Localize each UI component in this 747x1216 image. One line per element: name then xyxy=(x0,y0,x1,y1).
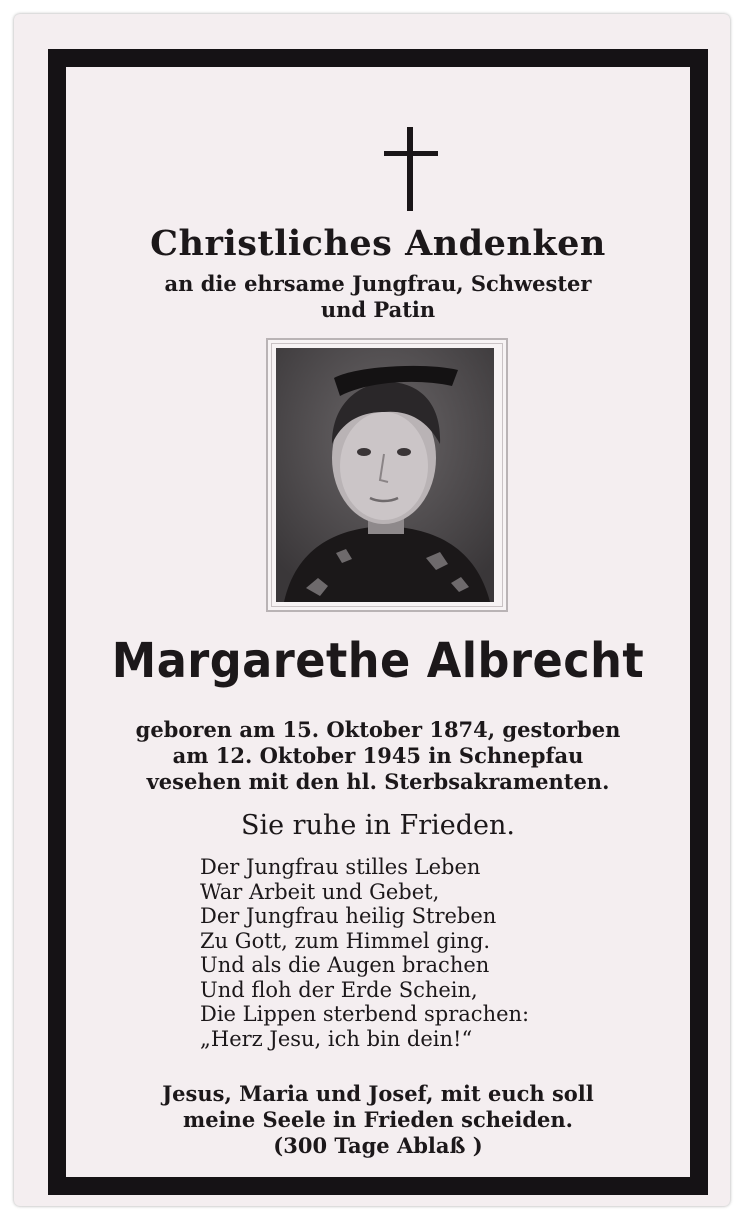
rest-in-peace: Sie ruhe in Frieden. xyxy=(240,810,516,841)
card-title: Christliches Andenken xyxy=(150,223,606,264)
prayer-line: meine Seele in Frieden scheiden. xyxy=(183,1107,573,1132)
prayer-line: (300 Tage Ablaß ) xyxy=(273,1133,483,1158)
poem-line: Der Jungfrau stilles Leben xyxy=(200,855,481,879)
portrait-photo xyxy=(276,348,494,602)
date-line: geboren am 15. Oktober 1874, gestorben xyxy=(135,717,621,742)
poem-line: Die Lippen sterbend sprachen: xyxy=(200,1002,530,1026)
card-subtitle xyxy=(66,271,690,323)
deceased-name: Margarethe Albrecht xyxy=(111,633,645,689)
poem-line: Und als die Augen brachen xyxy=(200,953,490,977)
memorial-card xyxy=(14,14,730,1206)
poem-line: War Arbeit und Gebet, xyxy=(200,879,440,904)
mourning-border xyxy=(48,49,708,1195)
subtitle-line: und Patin xyxy=(320,297,436,322)
date-line: am 12. Oktober 1945 in Schnepfau xyxy=(172,743,584,768)
life-dates xyxy=(66,717,690,795)
cross-icon xyxy=(384,127,438,211)
subtitle-line: an die ehrsame Jungfrau, Schwester xyxy=(164,271,592,296)
portrait-image xyxy=(276,348,494,602)
portrait-frame xyxy=(266,338,508,612)
memorial-poem xyxy=(200,855,640,1051)
date-line: vesehen mit den hl. Sterbsakramenten. xyxy=(146,769,610,794)
poem-line: Zu Gott, zum Himmel ging. xyxy=(200,928,491,953)
prayer-line: Jesus, Maria und Josef, mit euch soll xyxy=(162,1081,594,1106)
poem-line: Und floh der Erde Schein, xyxy=(200,977,478,1002)
closing-prayer xyxy=(66,1081,690,1159)
poem-line: „Herz Jesu, ich bin dein!“ xyxy=(200,1026,473,1051)
poem-line: Der Jungfrau heilig Streben xyxy=(200,904,497,928)
